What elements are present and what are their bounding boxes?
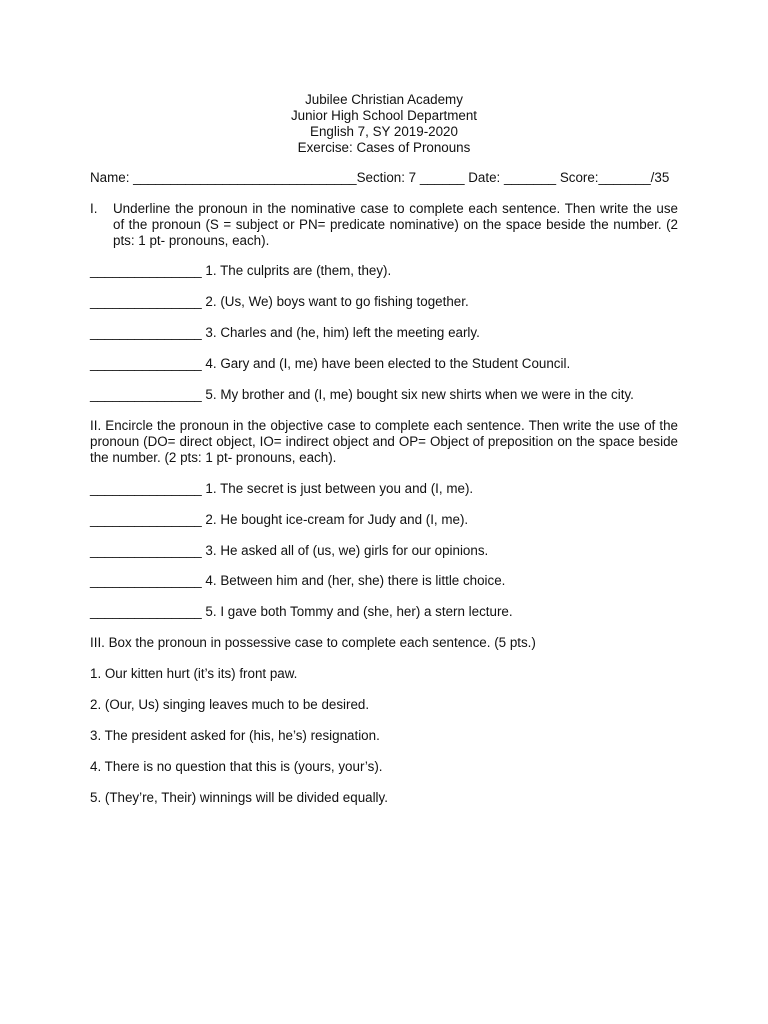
- department-name: Junior High School Department: [290, 108, 478, 123]
- part1-instruction-text: Underline the pronoun in the nominative case to complete each sentence. Then write the use of the pronoun (S = subject or PN= predicate nominative) on the space beside the number. (2 pts: 1 pt- pronouns, each).: [113, 201, 678, 248]
- part3-item-2: 2. (Our, Us) singing leaves much to be desired.: [90, 697, 370, 712]
- part3-instruction: III. Box the pronoun in possessive case to complete each sentence. (5 pts.): [90, 635, 536, 650]
- part1-number: I.: [90, 201, 98, 216]
- exercise-title: Exercise: Cases of Pronouns: [297, 140, 471, 155]
- part2-instruction: II. Encircle the pronoun in the objective case to complete each sentence. Then write the use of the pronoun (DO= direct object, IO= indirect object and OP= Object of preposition on the space beside the number. (2 pts: 1 pt- pronouns, each).: [90, 418, 678, 465]
- part1-item-4: _______________ 4. Gary and (I, me) have been elected to the Student Council.: [90, 356, 571, 371]
- course-title: English 7, SY 2019-2020: [310, 124, 458, 139]
- part2-item-3: _______________ 3. He asked all of (us, we) girls for our opinions.: [90, 543, 489, 558]
- part1-item-3: _______________ 3. Charles and (he, him) left the meeting early.: [90, 325, 480, 340]
- part1-item-2: _______________ 2. (Us, We) boys want to go fishing together.: [90, 294, 469, 309]
- part2-item-5: _______________ 5. I gave both Tommy and (she, her) a stern lecture.: [90, 604, 513, 619]
- part2-item-2: _______________ 2. He bought ice-cream for Judy and (I, me).: [90, 512, 469, 527]
- part1-item-5: _______________ 5. My brother and (I, me) bought six new shirts when we were in the city.: [90, 387, 634, 402]
- worksheet-header: [0, 92, 768, 156]
- part3-item-5: 5. (They’re, Their) winnings will be divided equally.: [90, 790, 388, 805]
- part2-item-4: _______________ 4. Between him and (her, she) there is little choice.: [90, 573, 506, 588]
- part1-instruction: [90, 201, 678, 249]
- part3-item-4: 4. There is no question that this is (yours, your’s).: [90, 759, 383, 774]
- part1-item-1: _______________ 1. The culprits are (them, they).: [90, 263, 392, 278]
- part3-item-1: 1. Our kitten hurt (it’s its) front paw.: [90, 666, 298, 681]
- school-name: Jubilee Christian Academy: [305, 92, 463, 107]
- student-info-line: Name: ______________________________Section: 7 ______ Date: _______ Score:_______/35: [90, 170, 670, 185]
- part2-item-1: _______________ 1. The secret is just between you and (I, me).: [90, 481, 474, 496]
- part3-item-3: 3. The president asked for (his, he’s) resignation.: [90, 728, 380, 743]
